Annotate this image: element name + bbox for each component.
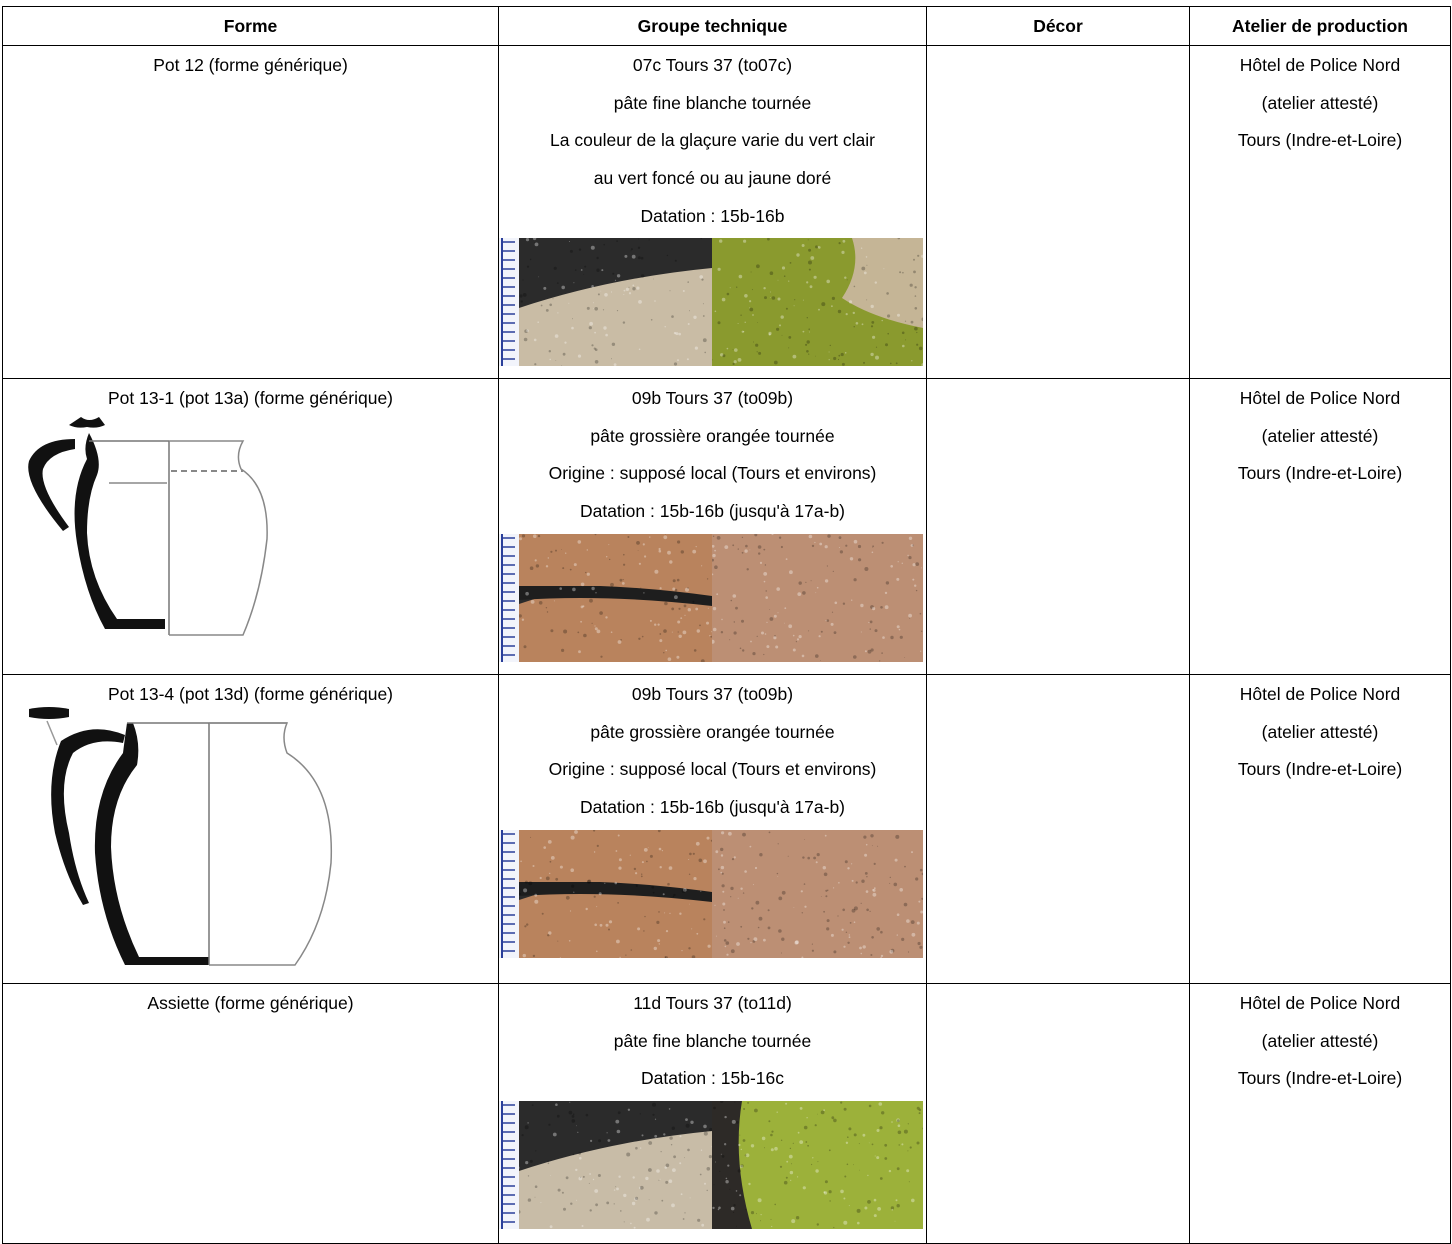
groupe-line: pâte grossière orangée tournée xyxy=(590,425,835,446)
fabric-section-photo xyxy=(499,830,712,958)
sample-photos xyxy=(499,534,926,662)
fabric-surface-photo xyxy=(712,830,923,958)
sample-photos xyxy=(499,830,926,958)
header-groupe-technique: Groupe technique xyxy=(499,7,927,46)
sample-photos xyxy=(499,1101,926,1229)
forme-cell xyxy=(3,675,499,984)
groupe-line: La couleur de la glaçure varie du vert clair xyxy=(550,130,875,151)
groupe-line: pâte grossière orangée tournée xyxy=(590,721,835,742)
groupe-line: 09b Tours 37 (to09b) xyxy=(631,388,794,408)
atelier-line: Tours (Indre-et-Loire) xyxy=(1237,130,1403,151)
groupe-cell xyxy=(499,379,927,675)
fabric-surface-photo xyxy=(712,534,923,662)
atelier-line: (atelier attesté) xyxy=(1261,425,1379,446)
groupe-cell xyxy=(499,46,927,379)
atelier-line: Hôtel de Police Nord xyxy=(1239,684,1401,704)
atelier-line: (atelier attesté) xyxy=(1261,1030,1379,1051)
header-row xyxy=(3,7,1451,46)
atelier-line: Tours (Indre-et-Loire) xyxy=(1237,463,1403,484)
pot-13-4-drawing xyxy=(17,705,347,967)
atelier-line: Hôtel de Police Nord xyxy=(1239,55,1401,75)
forme-label: Pot 13-1 (pot 13a) (forme générique) xyxy=(107,388,394,408)
groupe-line: Datation : 15b-16b (jusqu'à 17a-b) xyxy=(579,501,846,522)
header-atelier: Atelier de production xyxy=(1190,7,1451,46)
fabric-section-photo xyxy=(499,534,712,662)
groupe-line: au vert foncé ou au jaune doré xyxy=(593,168,832,189)
forme-cell xyxy=(3,984,499,1244)
atelier-cell xyxy=(1190,379,1451,675)
fabric-surface-photo xyxy=(712,238,923,366)
table-row xyxy=(3,675,1451,984)
fabric-section-photo xyxy=(499,238,712,366)
forme-cell xyxy=(3,46,499,379)
table-row xyxy=(3,46,1451,379)
pot-13-1-drawing xyxy=(17,415,277,637)
atelier-line: (atelier attesté) xyxy=(1261,92,1379,113)
atelier-cell xyxy=(1190,984,1451,1244)
groupe-line: Datation : 15b-16c xyxy=(640,1068,784,1089)
groupe-line: Origine : supposé local (Tours et environs) xyxy=(548,463,877,484)
atelier-line: Hôtel de Police Nord xyxy=(1239,993,1401,1013)
groupe-line: Origine : supposé local (Tours et environs) xyxy=(548,759,877,780)
header-decor: Décor xyxy=(927,7,1190,46)
groupe-cell xyxy=(499,984,927,1244)
atelier-cell xyxy=(1190,46,1451,379)
decor-cell xyxy=(927,675,1190,984)
atelier-line: Tours (Indre-et-Loire) xyxy=(1237,759,1403,780)
fabric-section-photo xyxy=(499,1101,712,1229)
decor-cell xyxy=(927,46,1190,379)
groupe-line: Datation : 15b-16b (jusqu'à 17a-b) xyxy=(579,797,846,818)
fabric-surface-photo xyxy=(712,1101,923,1229)
groupe-line: pâte fine blanche tournée xyxy=(613,92,812,113)
atelier-line: (atelier attesté) xyxy=(1261,721,1379,742)
header-forme: Forme xyxy=(3,7,499,46)
groupe-line: pâte fine blanche tournée xyxy=(613,1030,812,1051)
groupe-cell xyxy=(499,675,927,984)
sample-photos xyxy=(499,238,926,366)
forme-label: Assiette (forme générique) xyxy=(147,993,354,1013)
groupe-line: 09b Tours 37 (to09b) xyxy=(631,684,794,704)
table-row xyxy=(3,984,1451,1244)
groupe-line: 11d Tours 37 (to11d) xyxy=(633,993,792,1013)
groupe-line: Datation : 15b-16b xyxy=(640,205,785,226)
table-row xyxy=(3,379,1451,675)
ceramics-table xyxy=(2,6,1451,1244)
decor-cell xyxy=(927,379,1190,675)
forme-cell xyxy=(3,379,499,675)
forme-label: Pot 13-4 (pot 13d) (forme générique) xyxy=(107,684,394,704)
atelier-line: Hôtel de Police Nord xyxy=(1239,388,1401,408)
atelier-cell xyxy=(1190,675,1451,984)
forme-label: Pot 12 (forme générique) xyxy=(153,55,348,75)
groupe-line: 07c Tours 37 (to07c) xyxy=(632,55,793,75)
decor-cell xyxy=(927,984,1190,1244)
atelier-line: Tours (Indre-et-Loire) xyxy=(1237,1068,1403,1089)
